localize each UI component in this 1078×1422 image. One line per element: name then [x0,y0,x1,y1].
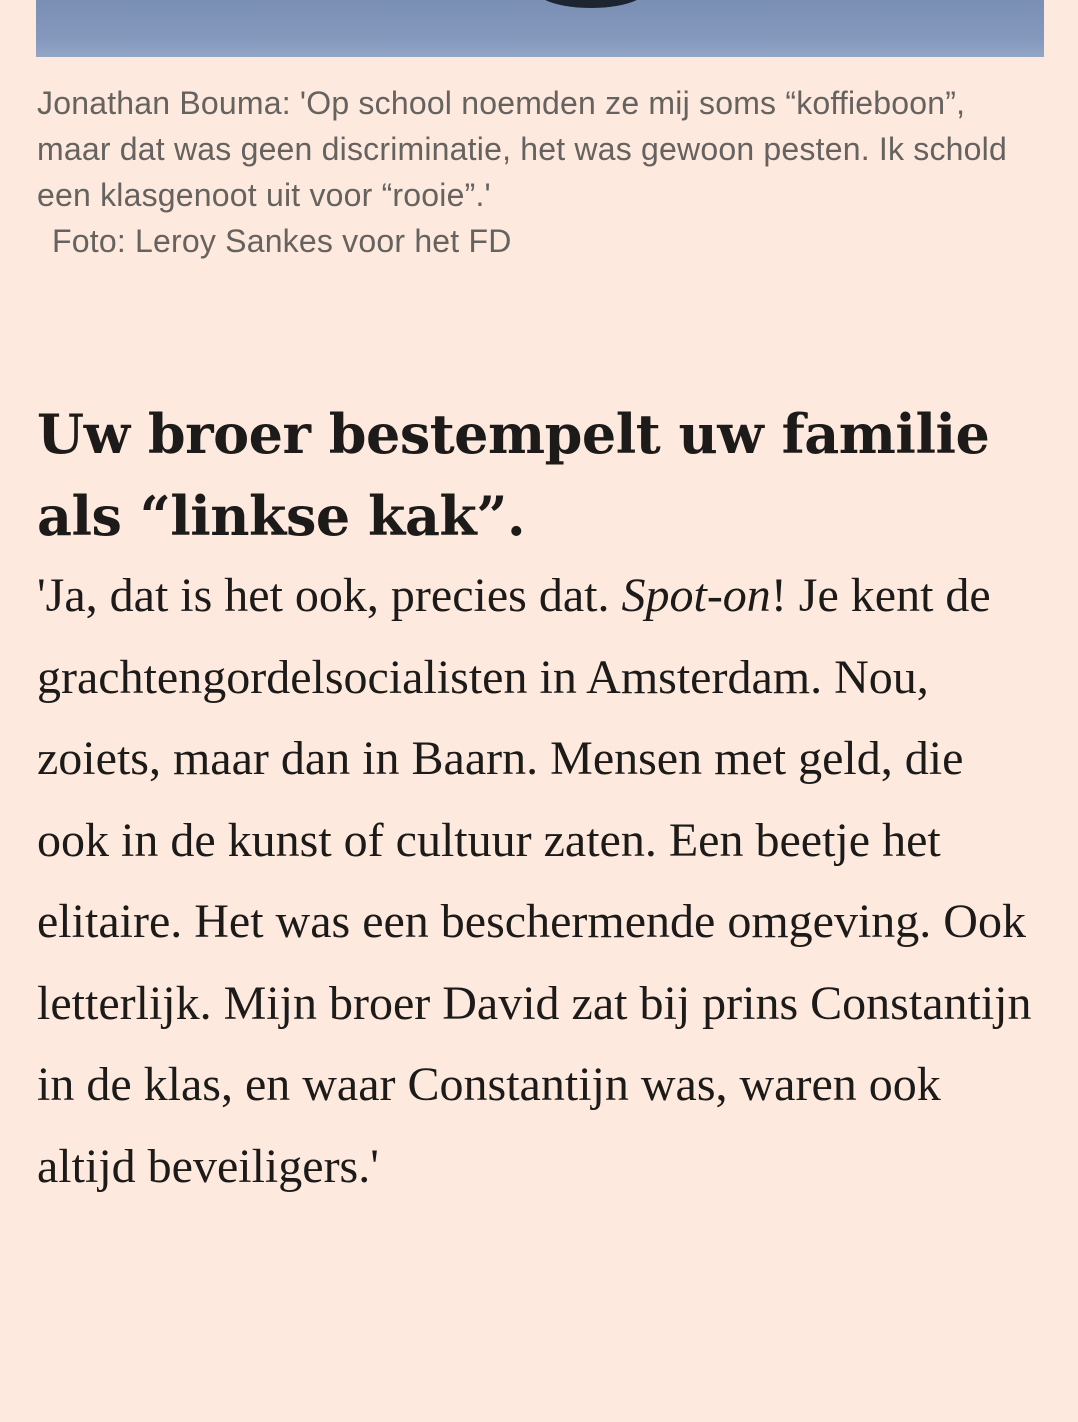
article-photo [36,0,1044,57]
answer-text-start: 'Ja, dat is het ook, precies dat. [37,569,622,622]
interview-question: Uw broer bestempelt uw familie als “linkse kak”. [37,402,990,548]
photo-caption [37,80,1047,264]
answer-emphasis: Spot-on [621,569,771,622]
interview-answer [37,555,1047,1207]
photo-object [536,0,646,8]
caption-text: Jonathan Bouma: 'Op school noemden ze mij soms “koffieboon”, maar dat was geen discriminatie, het was gewoon pesten. Ik schold een klasgenoot uit voor “rooie”.' [37,85,1007,213]
photo-credit: Foto: Leroy Sankes voor het FD [52,223,512,259]
answer-text-rest: ! Je kent de grachtengordelsocialisten in Amsterdam. Nou, zoiets, maar dan in Baarn. Mensen met geld, die ook in de kunst of cultuur zaten. Een beetje het elitaire. Het was een beschermende omgeving. Ook letterlijk. Mijn broer David zat bij prins Constantijn in de klas, en waar Constantijn was, waren ook altijd beveiligers.' [37,569,1032,1193]
